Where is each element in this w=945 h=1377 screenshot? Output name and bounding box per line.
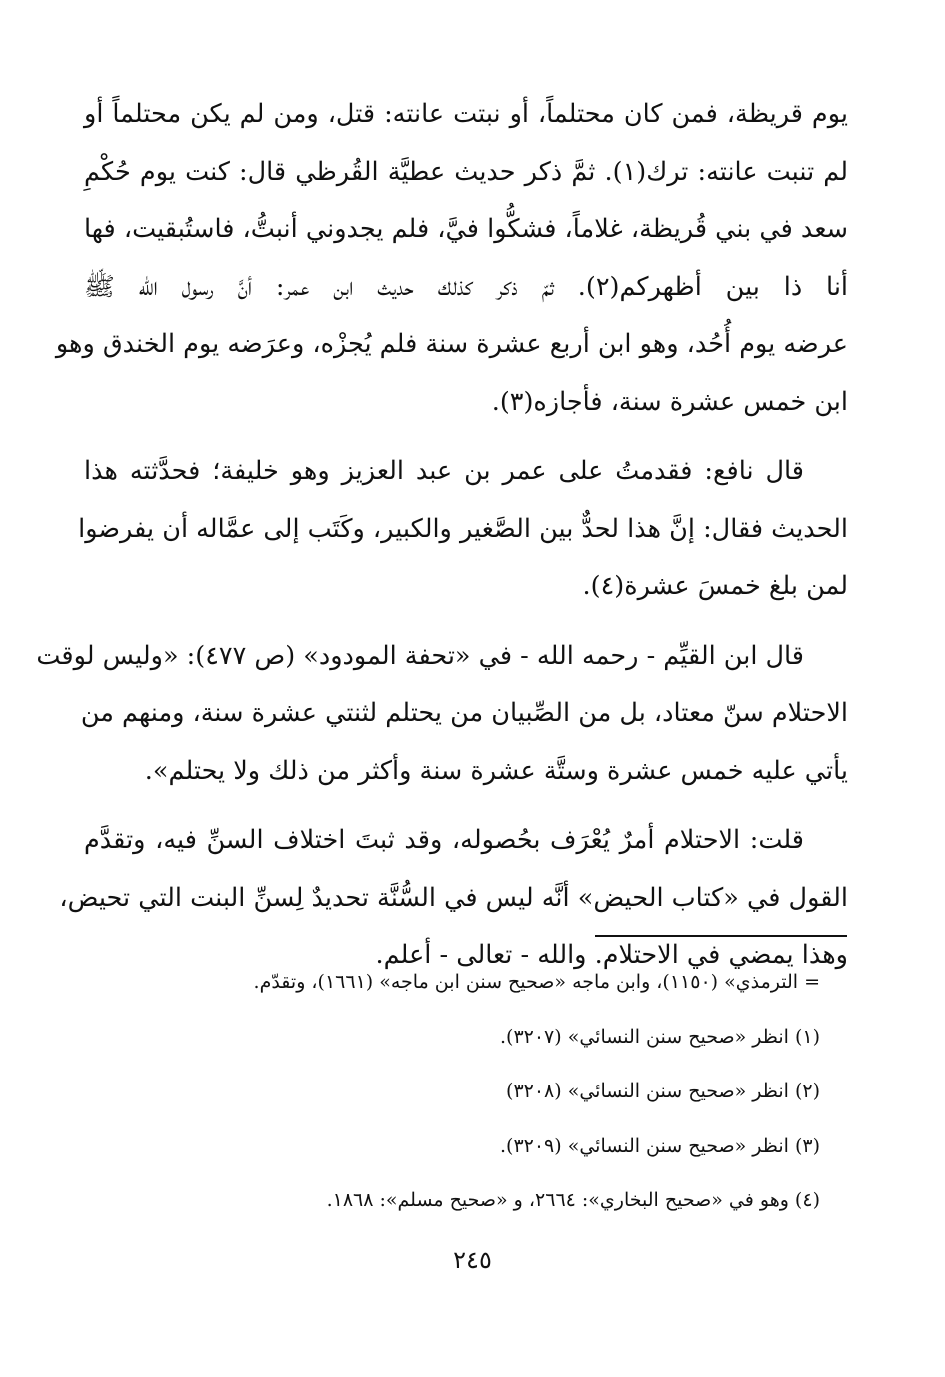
text-line: عرضه يوم أُحُد، وهو ابن أربع عشرة سنة فلم يُجزْه، وعرَضه يوم الخندق وهو — [55, 329, 848, 359]
text-line: الاحتلام سنّ معتاد، بل من الصِّبيان من يحتلم لثنتي عشرة سنة، ومنهم من — [80, 698, 848, 728]
footnotes — [120, 955, 820, 1228]
text-line: سعد في بني قُريظة، غلاماً، فشكُّوا فيَّ، فلم يجدوني أنبتُّ، فاستُبقيت، فها — [84, 214, 848, 244]
text-line: أنا ذا بين أظهركم(٢). ثمّ ذكر كذلك حديث ابن عمر: أنَّ رسول الله ﷺ — [84, 271, 848, 302]
text-line: قلت: الاحتلام أمرٌ يُعْرَف بحُصوله، وقد ثبتَ اختلاف السنِّ فيه، وتقدَّم — [84, 825, 804, 855]
text-line: لم تنبت عانته: ترك(١). ثمَّ ذكر حديث عطيَّة القُرظي قال: كنت يوم حُكْمِ — [84, 156, 848, 187]
main-text — [36, 86, 848, 985]
text-line: القول في «كتاب الحيض» أنَّه ليس في السُّنَّة تحديدٌ لِسنِّ البنت التي تحيض، — [59, 882, 848, 913]
footnote-item: (٢) انظر «صحيح سنن النسائي» (٣٢٠٨) — [506, 1080, 820, 1102]
text-line: لمن بلغ خمسَ عشرة(٤). — [582, 571, 848, 601]
footnote-item: (٣) انظر «صحيح سنن النسائي» (٣٢٠٩). — [499, 1134, 820, 1157]
text-line: ابن خمس عشرة سنة، فأجازه(٣). — [491, 386, 848, 417]
text-line: الحديث فقال: إنَّ هذا لحدٌّ بين الصَّغير والكبير، وكَتَب إلى عمَّاله أن يفرضوا — [78, 513, 848, 544]
text-line: قال نافع: فقدمتُ على عمر بن عبد العزيز وهو خليفة؛ فحدَّثته هذا — [84, 456, 804, 486]
footnote-item: (١) انظر «صحيح سنن النسائي» (٣٢٠٧). — [499, 1025, 820, 1048]
text-line: يأتي عليه خمس عشرة وستَّة عشرة سنة وأكثر من ذلك ولا يحتلم». — [144, 755, 848, 786]
text-line: قال ابن القيِّم - رحمه الله - في «تحفة المودود» (ص ٤٧٧): «وليس لوقت — [36, 640, 804, 671]
footnote-item: (٤) وهو في «صحيح البخاري»: ٢٦٦٤، و «صحيح مسلم»: ١٨٦٨. — [326, 1189, 820, 1211]
text-line: وهذا يمضي في الاحتلام. والله - تعالى - أعلم. — [375, 940, 848, 970]
text-line: يوم قريظة، فمن كان محتلماً، أو نبتت عانته: قتل، ومن لم يكن محتلماً أو — [84, 99, 848, 129]
footnote-divider — [595, 935, 847, 937]
footnote-continuation: = الترمذي» (١١٥٠)، وابن ماجه «صحيح سنن ابن ماجه» (١٦٦١)، وتقدّم. — [253, 971, 820, 993]
page-number: ٢٤٥ — [453, 1246, 492, 1274]
